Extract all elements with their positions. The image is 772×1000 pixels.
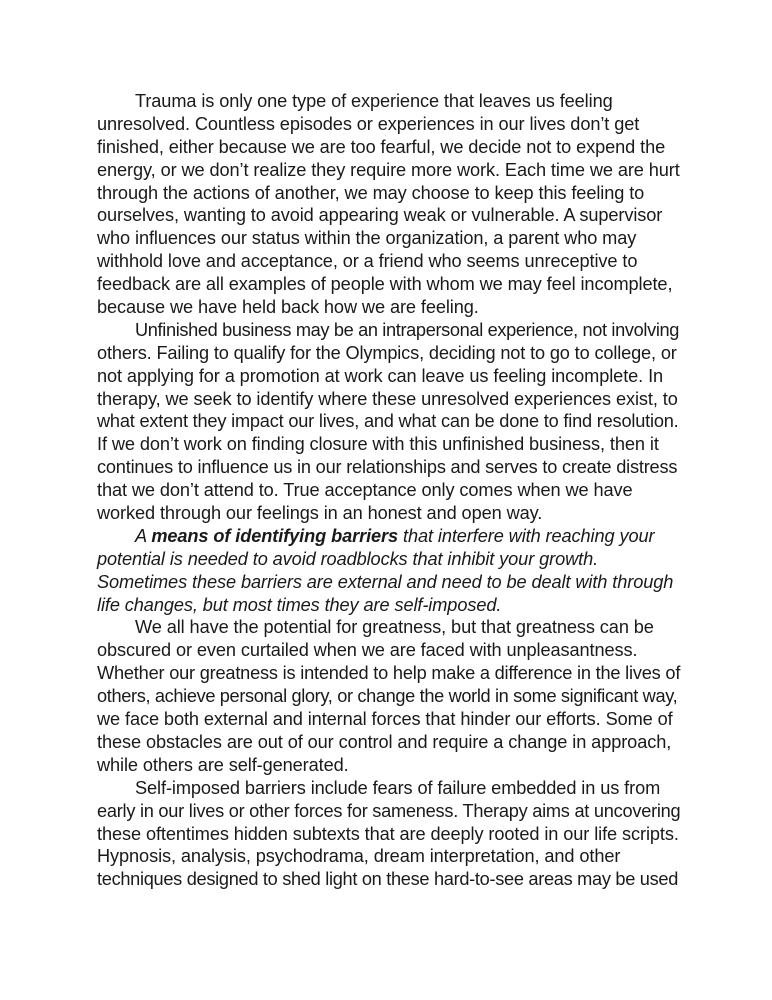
text-line: because we have held back how we are feeling.	[97, 297, 479, 318]
emphasis-rest: that interfere with reaching your	[398, 525, 655, 546]
text-line: Sometimes these barriers are external and need to be dealt with through	[97, 571, 674, 592]
text-line: what extent they impact our lives, and what can be done to find resolution.	[97, 411, 679, 432]
text-line: finished, either because we are too fearful, we decide not to expend the	[97, 136, 666, 157]
text-line: therapy, we seek to identify where these unresolved experiences exist, to	[97, 388, 678, 409]
text-line: while others are self-generated.	[97, 754, 349, 775]
text-line: continues to influence us in our relationships and serves to create distress	[97, 457, 678, 478]
text-line: who influences our status within the organization, a parent who may	[97, 228, 637, 249]
text-line	[97, 525, 680, 548]
text-line: Hypnosis, analysis, psychodrama, dream interpretation, and other	[97, 846, 621, 867]
paragraph-identifying-barriers	[97, 525, 680, 617]
text-line: others. Failing to qualify for the Olympics, deciding not to go to college, or	[97, 342, 677, 363]
text-line: these oftentimes hidden subtexts that are deeply rooted in our life scripts.	[97, 823, 679, 844]
text-line: through the actions of another, we may choose to keep this feeling to	[97, 182, 645, 203]
text-line: early in our lives or other forces for sameness. Therapy aims at uncovering	[97, 800, 681, 821]
text-line: potential is needed to avoid roadblocks that inhibit your growth.	[97, 548, 599, 569]
paragraph-greatness	[97, 616, 680, 776]
text-line: we face both external and internal forces that hinder our efforts. Some of	[97, 709, 673, 730]
key-phrase: means of identifying barriers	[151, 525, 399, 546]
text-line: life changes, but most times they are self-imposed.	[97, 594, 502, 615]
text-line: unresolved. Countless episodes or experiences in our lives don’t get	[97, 113, 640, 134]
text-line: energy, or we don’t realize they require more work. Each time we are hurt	[97, 159, 680, 180]
paragraph-self-imposed-barriers	[97, 777, 680, 891]
text-line: that we don’t attend to. True acceptance only comes when we have	[97, 480, 633, 501]
text-line: Trauma is only one type of experience that leaves us feeling	[135, 91, 613, 111]
text-line: We all have the potential for greatness, but that greatness can be	[135, 617, 654, 638]
text-line: not applying for a promotion at work can leave us feeling incomplete. In	[97, 365, 664, 386]
text-line: Unfinished business may be an intrapersonal experience, not involving	[135, 319, 680, 340]
emphasis-prefix: A	[135, 525, 152, 546]
paragraph-unfinished-business	[97, 319, 680, 525]
document-body	[97, 90, 680, 891]
text-line: obscured or even curtailed when we are faced with unpleasantness.	[97, 640, 638, 661]
paragraph-trauma	[97, 90, 680, 319]
text-line: ourselves, wanting to avoid appearing weak or vulnerable. A supervisor	[97, 205, 663, 226]
text-line: Self-imposed barriers include fears of failure embedded in us from	[135, 777, 661, 798]
text-line: If we don’t work on finding closure with this unfinished business, then it	[97, 434, 659, 455]
text-line: Whether our greatness is intended to help make a difference in the lives of	[97, 663, 681, 684]
text-line: feedback are all examples of people with whom we may feel incomplete,	[97, 274, 673, 295]
text-line: techniques designed to shed light on these hard-to-see areas may be used	[97, 869, 679, 890]
text-line: withhold love and acceptance, or a friend who seems unreceptive to	[97, 251, 638, 272]
text-line: worked through our feelings in an honest and open way.	[97, 503, 543, 524]
text-line: these obstacles are out of our control and require a change in approach,	[97, 731, 672, 752]
text-line: others, achieve personal glory, or change the world in some significant way,	[97, 686, 678, 707]
